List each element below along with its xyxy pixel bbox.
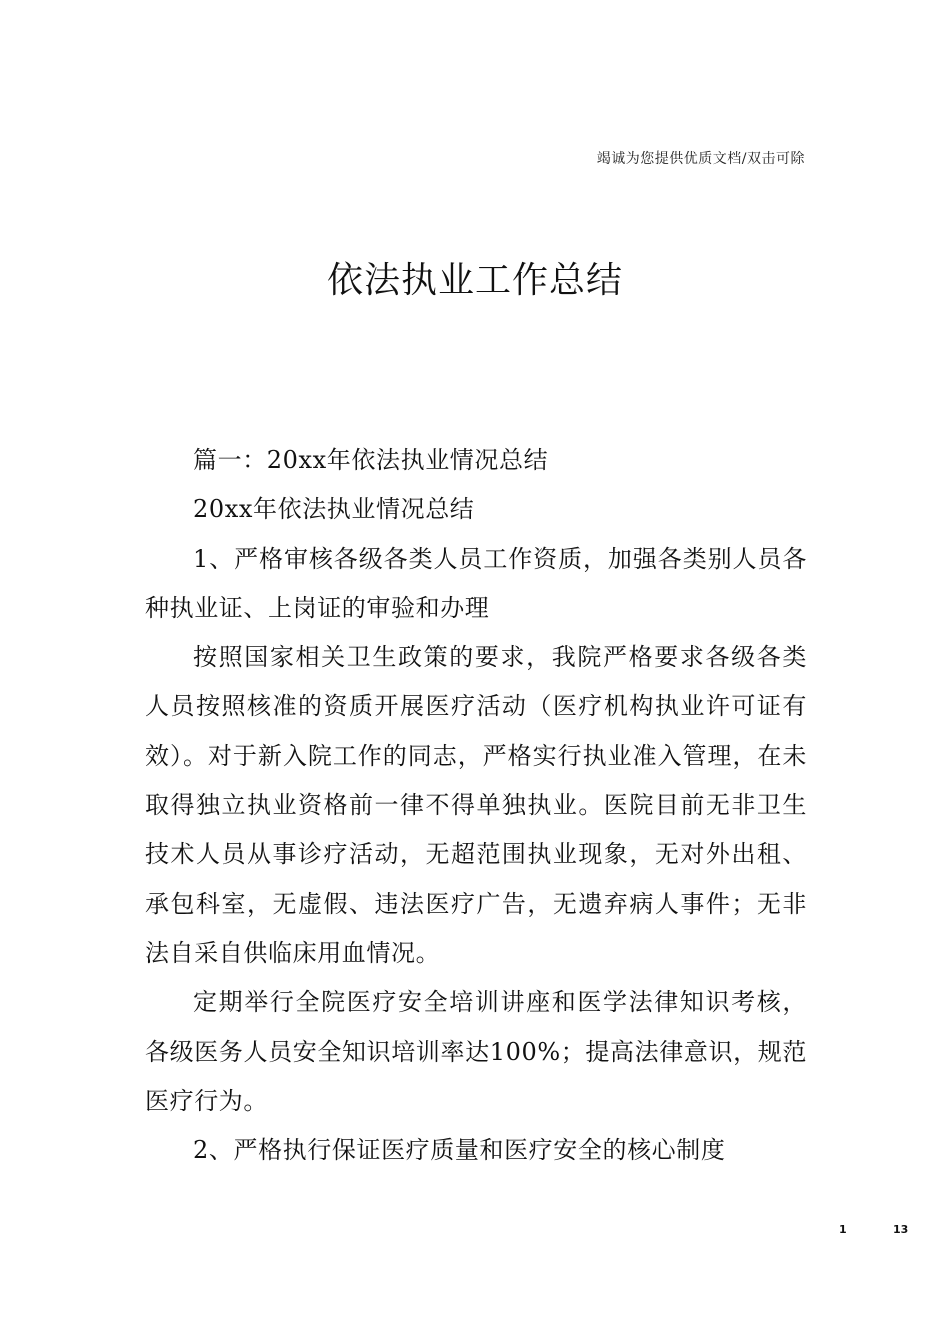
paragraph-subtitle: 20xx年依法执业情况总结 [193,495,475,524]
paragraph-section-heading: 篇一：20xx年依法执业情况总结 [193,446,549,474]
document-title: 依法执业工作总结 [326,260,623,301]
document-body [145,436,807,1175]
page-number-current: 1 [839,1223,847,1236]
paragraph-qualification: 按照国家相关卫生政策的要求，我院严格要求各级各类人员按照核准的资质开展医疗活动（医疗机构执业许可证有效）。对于新入院工作的同志，严格实行执业准入管理，在未取得独立执业资格前一律不得单独执业。医院目前无非卫生技术人员从事诊疗活动，无超范围执业现象，无对外出租、承包科室，无虚假、违法医疗广告，无遗弃病人事件；无非法自采自供临床用血情况。 [145,643,807,967]
page-number-total: 13 [893,1223,909,1236]
paragraph-item-2-heading: 2、严格执行保证医疗质量和医疗安全的核心制度 [193,1136,726,1165]
header-note: 竭诚为您提供优质文档/双击可除 [596,151,805,167]
paragraph-training: 定期举行全院医疗安全培训讲座和医学法律知识考核，各级医务人员安全知识培训率达100%；提高法律意识，规范医疗行为。 [145,988,807,1115]
paragraph-item-1-heading: 1、严格审核各级各类人员工作资质，加强各类别人员各种执业证、上岗证的审验和办理 [145,544,807,622]
